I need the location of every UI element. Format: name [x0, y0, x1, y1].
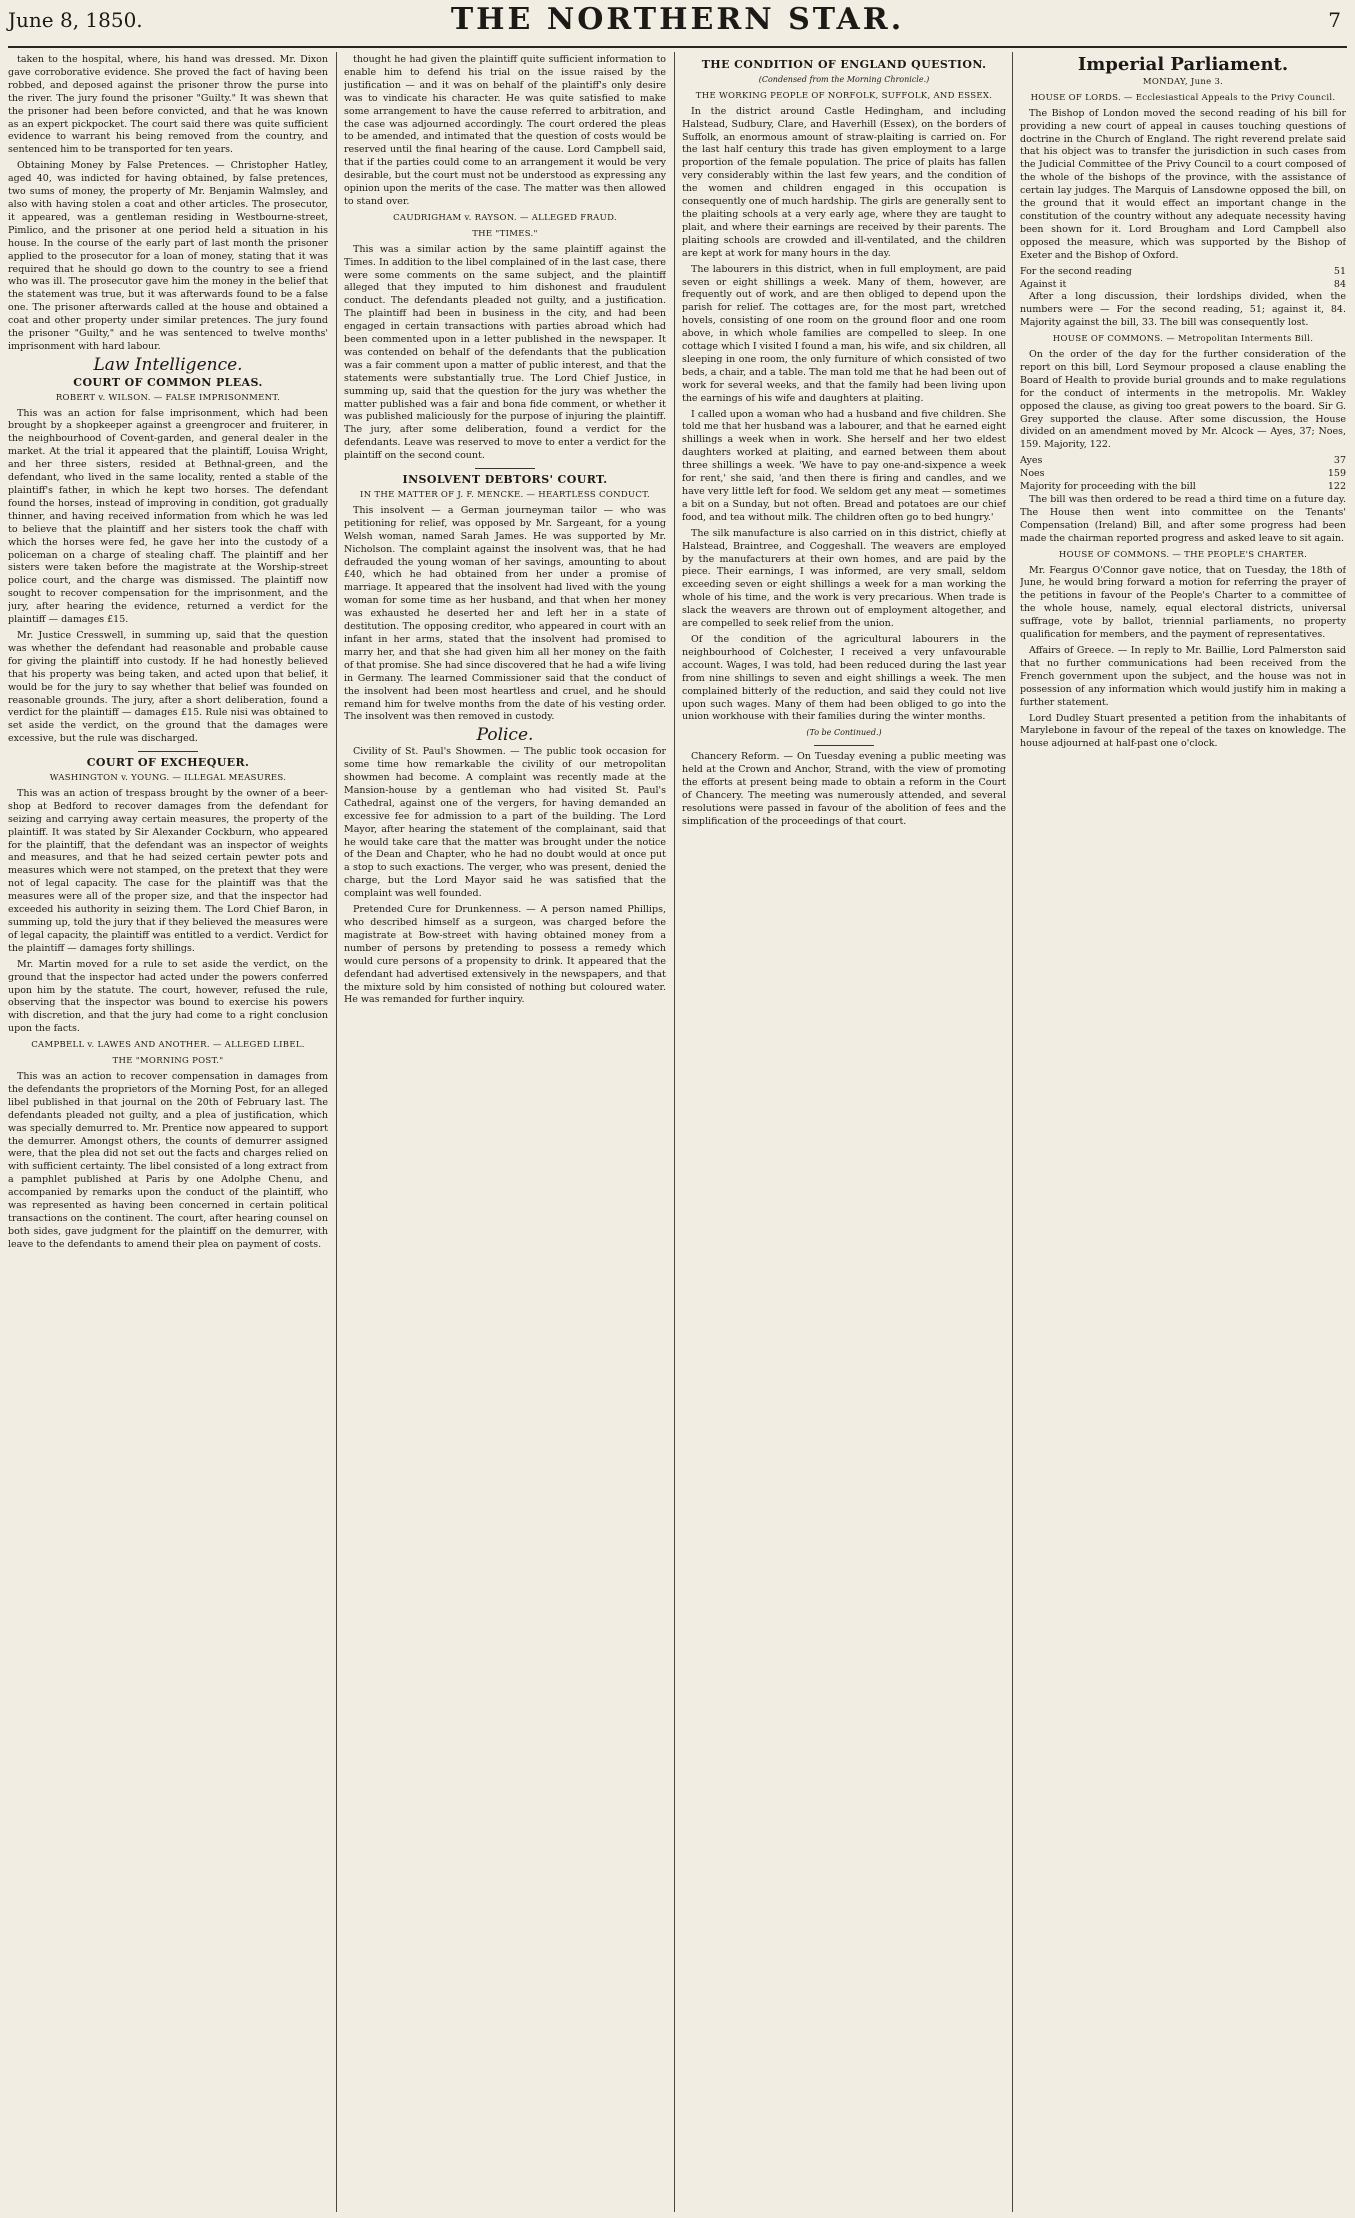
- section-heading: Law Intelligence.: [93, 354, 243, 375]
- section-heading: Imperial Parliament.: [1077, 54, 1289, 75]
- division-row: Ayes 37: [1020, 455, 1346, 467]
- column-divider: [336, 52, 337, 2212]
- article-paragraph: This was an action for false imprisonment, which had been brought by a shopkeeper against a greengrocer and fruiterer, in the neighbourhood of Covent-garden, and general dealer in the market. At the trial it appeared that the plaintiff, Louisa Wright, and her three sisters, resided at Bethnal-green, and the defendant, who lived in the same locality, rented a stable of the plaintiff's father, in which he kept two horses. The defendant found the horses, instead of improving in condition, got gradually thinner, and having received information from which he was led to believe that the plaintiff and her sisters took the chaff with which the horses were fed, he gave her into the custody of a policeman on a charge of stealing chaff. The plaintiff and her sisters were taken before the magistrate at the Worship-street police court, and the charge was dismissed. The plaintiff now sought to recover compensation for the imprisonment, and the jury, after hearing the evidence, returned a verdict for the plaintiff — damages £15.: [8, 407, 328, 626]
- article-paragraph: I called upon a woman who had a husband and five children. She told me that her husband was a labourer, and that he earned eight shillings a week when in work. She herself and her two eldest daughters worked at plaiting, and earned between them about three shillings a week. 'We have to pay one-and-sixpence a week for rent,' she said, 'and then there is firing and candles, and we have very little left for food. We seldom get any meat — sometimes a bit on a Sunday, but not often. Bread and potatoes are our chief food, and tea without milk. The children often go to bed hungry.': [682, 408, 1006, 523]
- case-title: CAMPBELL v. LAWES AND ANOTHER. — ALLEGED LIBEL.: [31, 1040, 305, 1051]
- column-divider: [674, 52, 675, 2212]
- masthead: [0, 0, 1355, 44]
- division-list: [1020, 455, 1346, 494]
- article-paragraph: After a long discussion, their lordships divided, when the numbers were — For the second reading, 51; against it, 84. Majority against the bill, 33. The bill was consequently lost.: [1020, 291, 1346, 329]
- continued-note: (To be Continued.): [806, 728, 882, 738]
- court-title: COURT OF EXCHEQUER.: [86, 756, 250, 770]
- article-paragraph: Mr. Martin moved for a rule to set aside the verdict, on the ground that the inspector had acted under the powers conferred upon him by the statute. The court, however, refused the rule, observing that the inspector was bound to exercise his powers with discretion, and that the jury had come to a right conclusion upon the facts.: [8, 958, 328, 1035]
- page-number: 7: [1328, 8, 1341, 32]
- column-divider: [1012, 52, 1013, 2212]
- case-subtitle: THE "TIMES.": [472, 228, 538, 239]
- article-paragraph: Lord Dudley Stuart presented a petition from the inhabitants of Marylebone in favour of the repeal of the taxes on knowledge. The house adjourned at half-past one o'clock.: [1020, 712, 1346, 750]
- divider: [138, 751, 198, 752]
- article-source: (Condensed from the Morning Chronicle.): [758, 74, 930, 84]
- divider: [475, 468, 535, 469]
- article-paragraph: This was an action of trespass brought by the owner of a beer-shop at Bedford to recover damages from the defendant for seizing and carrying away certain measures, the property of the plaintiff. It was stated by Sir Alexander Cockburn, who appeared for the plaintiff, that the defendant was an inspector of weights and measures, and that he had seized certain pewter pots and measures which were not stamped, on the pretext that they were not of legal capacity. The case for the plaintiff was that the measures were all of the proper size, and that the inspector had exceeded his authority in seizing them. The Lord Chief Baron, in summing up, told the jury that if they believed the measures were of legal capacity, the plaintiff was entitled to a verdict. Verdict for the plaintiff — damages forty shillings.: [8, 787, 328, 954]
- division-row: For the second reading 51: [1020, 265, 1346, 277]
- divider: [814, 745, 874, 746]
- article-paragraph: Affairs of Greece. — In reply to Mr. Baillie, Lord Palmerston said that no further communications had been received from the French government upon the subject, and the house was not in possession of any information which would justify him in making a further statement.: [1020, 644, 1346, 708]
- article-paragraph: The Bishop of London moved the second reading of his bill for providing a new court of appeal in causes touching questions of doctrine in the Church of England. The right reverend prelate said that his object was to transfer the jurisdiction in such cases from the Judicial Committee of the Privy Council to a court composed of the whole of the bishops of the province, with the assistance of certain lay judges. The Marquis of Lansdowne opposed the bill, on the ground that it would effect an important change in the constitution of the country without any adequate necessity having been shown for it. Lord Brougham and Lord Campbell also opposed the measure, which was supported by the Bishop of Exeter and the Bishop of Oxford.: [1020, 107, 1346, 261]
- article-paragraph: Civility of St. Paul's Showmen. — The public took occasion for some time how remarkable the civility of our metropolitan showmen had become. A complaint was recently made at the Mansion-house by a gentleman who had visited St. Paul's Cathedral, against one of the vergers, for having demanded an excessive fee for admission to a part of the building. The Lord Mayor, after hearing the statement of the complainant, said that he would take care that the matter was brought under the notice of the Dean and Chapter, who he had no doubt would at once put a stop to such exactions. The verger, who was present, denied the charge, but the Lord Mayor said he was satisfied that the complaint was well founded.: [344, 746, 666, 900]
- house-title: HOUSE OF COMMONS. — THE PEOPLE'S CHARTER.: [1058, 549, 1308, 560]
- article-paragraph: The bill was then ordered to be read a third time on a future day. The House then went into committee on the Tenants' Compensation (Ireland) Bill, and after some progress had been made the chairman reported progress and asked leave to sit again.: [1020, 494, 1346, 544]
- article-paragraph: Pretended Cure for Drunkenness. — A person named Phillips, who described himself as a surgeon, was charged before the magistrate at Bow-street with having obtained money from a number of persons by pretending to possess a remedy which would cure persons of a propensity to drink. It appeared that the defendant had advertised extensively in the newspapers, and that the mixture sold by him consisted of nothing but coloured water. He was remanded for further inquiry.: [344, 904, 666, 1006]
- article-paragraph: In the district around Castle Hedingham, and including Halstead, Sudbury, Clare, and Haverhill (Essex), on the borders of Suffolk, an enormous amount of straw-plaiting is carried on. For the last half century this trade has given employment to a large proportion of the female population. The price of plaits has fallen very considerably within the last few years, and the condition of the women and children engaged in this occupation is consequently one of much hardship. The girls are generally sent to the plaiting schools at a very early age, where they are taught to plait, and where their earnings are received by their parents. The plaiting schools are crowded and ill-ventilated, and the children are kept at work for many hours in the day.: [682, 105, 1006, 259]
- article-paragraph: Of the condition of the agricultural labourers in the neighbourhood of Colchester, I received a very unfavourable account. Wages, I was told, had been reduced during the last year from nine shillings to seven and eight shillings a week. The men complained bitterly of the reduction, and said they could not live upon such wages. Many of them had been obliged to go into the union workhouse with their families during the winter months.: [682, 633, 1006, 723]
- article-paragraph: Mr. Feargus O'Connor gave notice, that on Tuesday, the 18th of June, he would bring forward a motion for referring the prayer of the petitions in favour of the People's Charter to a committee of the whole house, namely, equal electoral districts, universal suffrage, vote by ballot, triennial parliaments, no property qualification for members, and the payment of representatives.: [1020, 564, 1346, 641]
- issue-date: June 8, 1850.: [8, 8, 143, 32]
- article-paragraph: This was a similar action by the same plaintiff against the Times. In addition to the libel complained of in the last case, there were some comments on the same subject, and the plaintiff alleged that they imputed to him dishonest and fraudulent conduct. The defendants pleaded not guilty, and a justification. The plaintiff had been in business in the city, and had been engaged in certain transactions with parties abroad which had been commented upon in a letter published in the newspaper. It was contended on behalf of the defendants that the publication was a fair comment upon a matter of public interest, and that the statements were substantially true. The Lord Chief Justice, in summing up, said that the question for the jury was whether the matter published was a fair and bona fide comment, or whether it was published maliciously for the purpose of injuring the plaintiff. The jury, after some deliberation, found a verdict for the defendants. Leave was reserved to move to enter a verdict for the plaintiff on the second count.: [344, 243, 666, 462]
- case-title: CAUDRIGHAM v. RAYSON. — ALLEGED FRAUD.: [393, 212, 617, 223]
- division-row: Against it 84: [1020, 278, 1346, 290]
- case-title: IN THE MATTER OF J. F. MENCKE. — HEARTLESS CONDUCT.: [360, 490, 650, 500]
- article-heading: THE CONDITION OF ENGLAND QUESTION.: [701, 58, 987, 71]
- division-row: Noes 159: [1020, 468, 1346, 480]
- division-row: Majority for proceeding with the bill 122: [1020, 481, 1346, 493]
- article-paragraph: This insolvent — a German journeyman tailor — who was petitioning for relief, was opposed by Mr. Sargeant, for a young Welsh woman, named Sarah James. He was supported by Mr. Nicholson. The complaint against the insolvent was, that he had defrauded the young woman of her savings, amounting to about £40, which he had obtained from her under a promise of marriage. It appeared that the insolvent had lived with the young woman for some time as her husband, and that when her money was exhausted he deserted her and left her in a state of destitution. The opposing creditor, who appeared in court with an infant in her arms, stated that the insolvent had promised to marry her, and that she had given him all her money on the faith of that promise. She had since discovered that he had a wife living in Germany. The learned Commissioner said that the conduct of the insolvent had been most heartless and cruel, and he should remand him for twelve months from the date of his vesting order. The insolvent was then removed in custody.: [344, 504, 666, 723]
- case-title: WASHINGTON v. YOUNG. — ILLEGAL MEASURES.: [49, 773, 287, 784]
- case-subtitle: THE "MORNING POST.": [112, 1056, 224, 1067]
- article-paragraph: On the order of the day for the further consideration of the report on this bill, Lord Seymour proposed a clause enabling the Board of Health to provide burial grounds and to make regulations for the conduct of interments in the metropolis. Mr. Wakley opposed the clause, as giving too great powers to the board. Sir G. Grey supported the clause. After some discussion, the House divided on an amendment moved by Mr. Alcock — Ayes, 37; Noes, 159. Majority, 122.: [1020, 349, 1346, 451]
- article-paragraph: Chancery Reform. — On Tuesday evening a public meeting was held at the Crown and Anchor, Strand, with the view of promoting the efforts at present being made to obtain a reform in the Court of Chancery. The meeting was numerously attended, and several resolutions were passed in favour of the abolition of fees and the simplification of the proceedings of that court.: [682, 751, 1006, 827]
- article-paragraph: This was an action to recover compensation in damages from the defendants the proprietors of the Morning Post, for an alleged libel published in that journal on the 20th of February last. The defendants pleaded not guilty, and a plea of justification, which was specially demurred to. Mr. Prentice now appeared to support the demurrer. Amongst others, the counts of demurrer assigned were, that the plea did not set out the facts and charges relied on with sufficient certainty. The libel consisted of a long extract from a pamphlet published at Paris by one Adolphe Chenu, and accompanied by remarks upon the conduct of the plaintiff, who was represented as having been concerned in certain political transactions on the continent. The court, after hearing counsel on both sides, gave judgment for the plaintiff on the demurrer, with leave to the defendants to amend their plea on payment of costs.: [8, 1070, 328, 1250]
- article-paragraph: taken to the hospital, where, his hand was dressed. Mr. Dixon gave corroborative evidence. She proved the fact of having been robbed, and deposed against the prisoner throw the purse into the river. The jury found the prisoner "Guilty." It was shewn that the prisoner had been before convicted, and that he was known as an expert pickpocket. The court said there was quite sufficient evidence to warrant his being removed from the country, and sentenced him to be transported for ten years.: [8, 54, 328, 156]
- column-2: [344, 54, 666, 2209]
- court-title: INSOLVENT DEBTORS' COURT.: [402, 473, 608, 487]
- article-paragraph: The silk manufacture is also carried on in this district, chiefly at Halstead, Braintree, and Coggeshall. The weavers are employed by the manufacturers at their own homes, and are paid by the piece. Their earnings, I was informed, are very small, seldom exceeding seven or eight shillings a week for a man working the whole of his time, and the work is very precarious. When trade is slack the weavers are thrown out of employment altogether, and are compelled to seek relief from the union.: [682, 527, 1006, 630]
- article-paragraph: Obtaining Money by False Pretences. — Christopher Hatley, aged 40, was indicted for having obtained, by false pretences, two sums of money, the property of Mr. Benjamin Walmsley, and also with having stolen a coat and other articles. The prosecutor, it appeared, was a gentleman residing in Westbourne-street, Pimlico, and the prisoner at one period held a situation in his house. In the course of the early part of last month the prisoner applied to the prosecutor for a loan of money, stating that it was required that he should go down to the country to see a friend who was ill. The prosecutor gave him the money in the belief that the statement was true, but it was afterwards found to be a false one. The prisoner afterwards called at the house and obtained a coat and other property under similar pretences. The jury found the prisoner "Guilty," and he was sentenced to twelve months' imprisonment with hard labour.: [8, 160, 328, 352]
- article-paragraph: thought he had given the plaintiff quite sufficient information to enable him to defend his trial on the issue raised by the justification — and it was on behalf of the plaintiff's only desire was to vindicate his character. He was quite satisfied to make some arrangement to have the cause referred to arbitration, and the case was adjourned accordingly. The court ordered the pleas to be amended, and intimated that the question of costs would be reserved until the final hearing of the cause. Lord Campbell said, that if the parties could come to an arrangement it would be very desirable, but the court must not be understood as expressing any opinion upon the merits of the case. The matter was then allowed to stand over.: [344, 54, 666, 207]
- column-4: [1020, 54, 1346, 2209]
- article-subheading: THE WORKING PEOPLE OF NORFOLK, SUFFOLK, AND ESSEX.: [695, 90, 993, 101]
- case-title: ROBERT v. WILSON. — FALSE IMPRISONMENT.: [55, 392, 281, 403]
- sitting-date: MONDAY, June 3.: [1142, 76, 1224, 87]
- masthead-rule: [8, 46, 1347, 48]
- article-paragraph: Mr. Justice Cresswell, in summing up, said that the question was whether the defendant had reasonable and probable cause for giving the plaintiff into custody. If he had honestly believed that his property was being taken, and acted upon that belief, it would be for the jury to say whether that belief was founded on reasonable grounds. The jury, after a short deliberation, found a verdict for the plaintiff — damages £15. Rule nisi was obtained to set aside the verdict, on the ground that the damages were excessive, but the rule was discharged.: [8, 629, 328, 745]
- section-heading: Police.: [476, 725, 534, 746]
- column-3: [682, 54, 1006, 2209]
- column-1: [8, 54, 328, 2209]
- house-title: HOUSE OF COMMONS. — Metropolitan Interments Bill.: [1052, 334, 1314, 345]
- newspaper-title: THE NORTHERN STAR.: [450, 2, 905, 37]
- court-title: COURT OF COMMON PLEAS.: [73, 375, 263, 389]
- division-list: [1020, 266, 1346, 292]
- article-paragraph: The labourers in this district, when in full employment, are paid seven or eight shillings a week. Many of them, however, are frequently out of work, and are then obliged to depend upon the parish for relief. The cottages are, for the most part, wretched hovels, consisting of one room on the ground floor and one room above, in which whole families are compelled to sleep. In one cottage which I visited I found a man, his wife, and six children, all sleeping in one room, the only furniture of which consisted of two beds, a chair, and a table. The man told me that he had been out of work for several weeks, and that the family had been living upon the earnings of his wife and daughters at plaiting.: [682, 263, 1006, 404]
- house-title: HOUSE OF LORDS. — Ecclesiastical Appeals to the Privy Council.: [1030, 92, 1336, 103]
